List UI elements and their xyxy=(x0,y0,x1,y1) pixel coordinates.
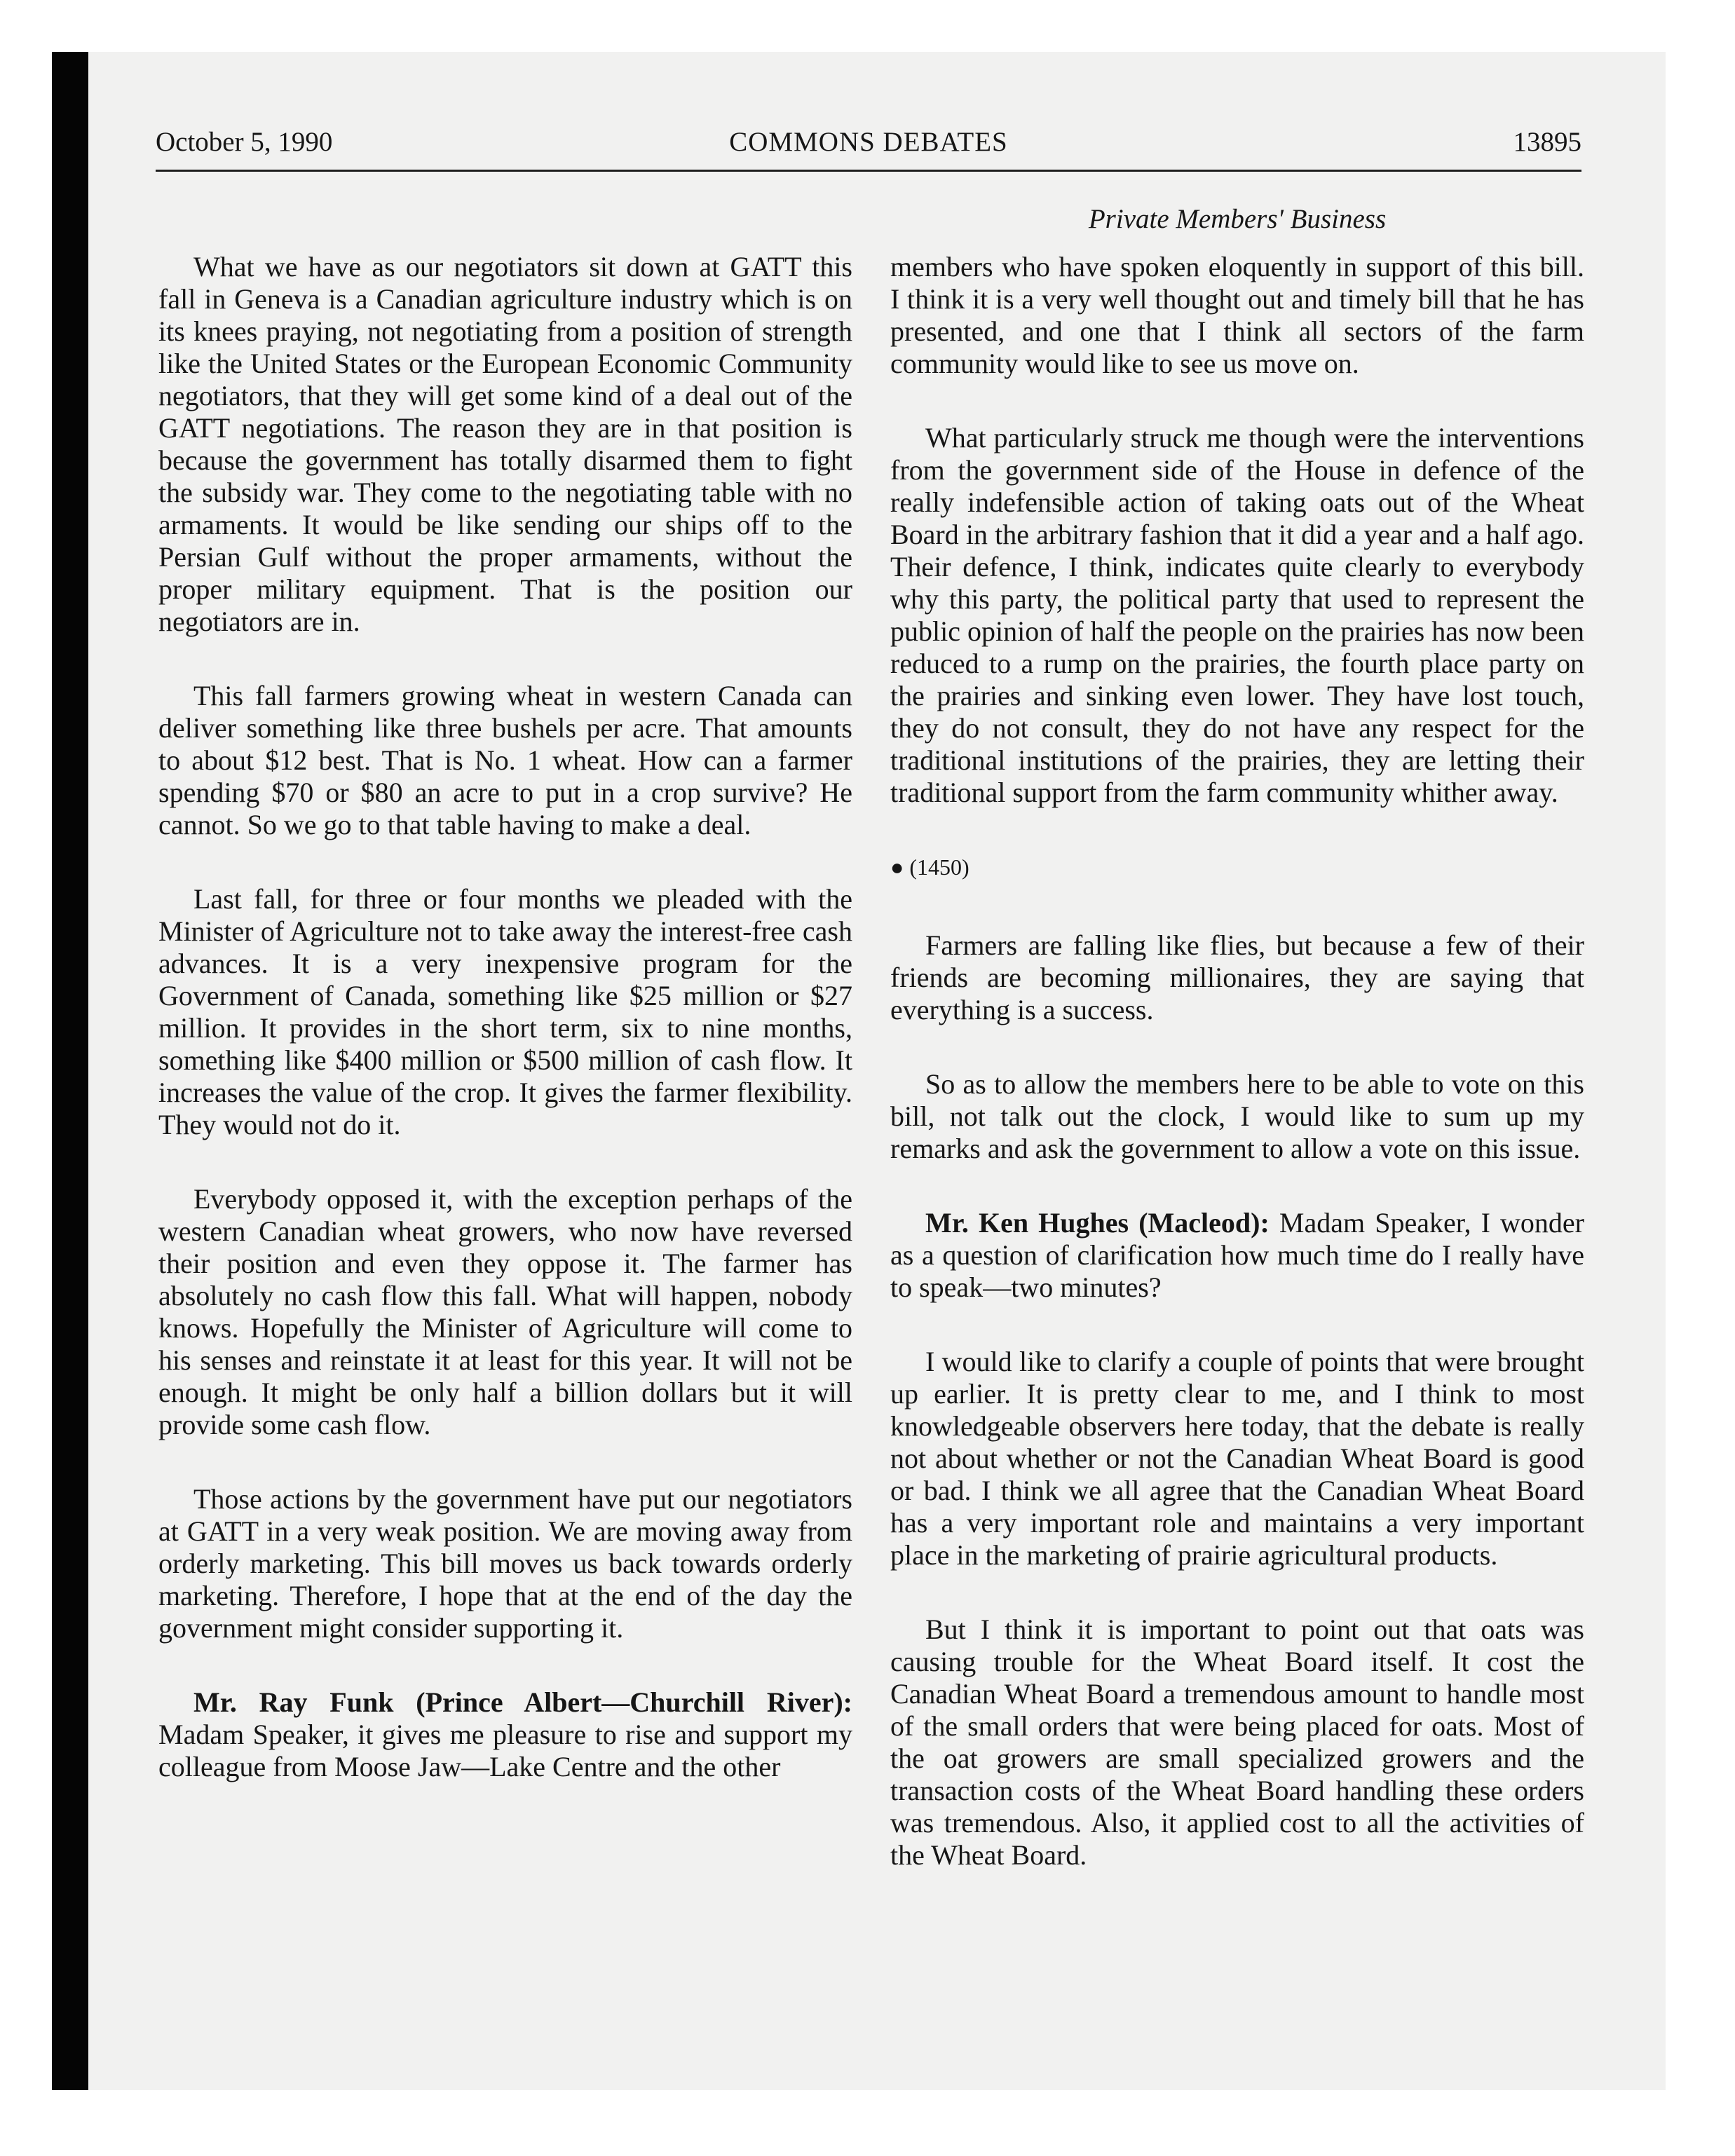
right-column xyxy=(890,251,1584,1913)
time-marker: ● (1450) xyxy=(890,854,969,880)
paragraph-farmers: Farmers are falling like flies, but because a few of their friends are becoming millionaires, they are saying that everything is a success. xyxy=(890,929,1584,1025)
paragraph-opposition: Everybody opposed it, with the exception perhaps of the western Canadian wheat growers, who now have reversed their position and even they oppose it. The farmer has absolutely no cash flow this fall. What will happen, nobody knows. Hopefully the Minister of Agriculture will come to his senses and reinstate it at least for this year. It will not be enough. It might be only half a billion dollars but it will provide some cash flow. xyxy=(158,1183,852,1440)
paragraph-oats-trouble: But I think it is important to point out that oats was causing trouble for the Wheat Board itself. It cost the Canadian Wheat Board a tremendous amount to handle most of the small orders that were being placed for oats. Most of the oat growers are small specialized growers and the transaction costs of the Wheat Board handling these orders was tremendous. Also, it applied cost to all the activities of the Wheat Board. xyxy=(890,1613,1584,1871)
header-date: October 5, 1990 xyxy=(156,127,333,157)
header-page-number: 13895 xyxy=(1513,127,1581,157)
speech-text: Madam Speaker, it gives me pleasure to rise and support my colleague from Moose Jaw—Lake Centre and the other xyxy=(158,1719,852,1782)
paragraph-cash-advances: Last fall, for three or four months we pleaded with the Minister of Agriculture not to take away the interest-free cash advances. It is a very inexpensive program for the Government of Canada, something like $25 million or $27 million. It provides in the short term, six to nine months, something like $400 million or $500 million of cash flow. It increases the value of the crop. It gives the farmer flexibility. They would not do it. xyxy=(158,883,852,1140)
header-publication-title: COMMONS DEBATES xyxy=(729,127,1008,157)
paragraph-interventions: What particularly struck me though were the interventions from the government side of the House in defence of the really indefensible action of taking oats out of the Wheat Board in the arbitrary fashion that it did a year and a half ago. Their defence, I think, indicates quite clearly to everybody why this party, the political party that used to represent the public opinion of half the people on the prairies has now been reduced to a rump on the prairies, the fourth place party on the prairies and sinking even lower. They have lost touch, they do not consult, they do not have any respect for the traditional institutions of the prairies, they are letting their traditional support from the farm community whither away. xyxy=(890,422,1584,808)
paragraph-gatt-negotiators: What we have as our negotiators sit down at GATT this fall in Geneva is a Canadian agriculture industry which is on its knees praying, not negotiating from a position of strength like the United States or the European Economic Community negotiators, that they will get some kind of a deal out of the GATT negotiations. The reason they are in that position is because the government has totally disarmed them to fight the subsidy war. They come to the negotiating table with no armaments. It would be like sending our ships off to the Persian Gulf without the proper armaments, without the proper military equipment. That is the position our negotiators are in. xyxy=(158,251,852,637)
paragraph-continuation: members who have spoken eloquently in support of this bill. I think it is a very well thought out and timely bill that he has presented, and one that I think all sectors of the farm community would like to see us move on. xyxy=(890,251,1584,379)
paragraph-wheat-prices: This fall farmers growing wheat in western Canada can deliver something like three bushels per acre. That amounts to about $12 best. That is No. 1 wheat. How can a farmer spending $70 or $80 an acre to put in a crop survive? He cannot. So we go to that table having to make a deal. xyxy=(158,680,852,840)
funk-speech xyxy=(158,1686,852,1783)
speaker-name: Mr. Ray Funk (Prince Albert—Churchill River): xyxy=(193,1686,852,1718)
paragraph-clarify: I would like to clarify a couple of points that were brought up earlier. It is pretty clear to me, and I think to most knowledgeable observers here today, that the debate is really not about whether or not the Canadian Wheat Board is good or bad. I think we all agree that the Canadian Wheat Board has a very important role and maintains a very important place in the marketing of prairie agricultural products. xyxy=(890,1346,1584,1571)
page-header xyxy=(156,125,1581,172)
scan-binding-edge xyxy=(52,52,88,2090)
paragraph-vote: So as to allow the members here to be able to vote on this bill, not talk out the clock, I would like to sum up my remarks and ask the government to allow a vote on this issue. xyxy=(890,1068,1584,1164)
speaker-name: Mr. Ken Hughes (Macleod): xyxy=(925,1207,1270,1239)
speech-text: Madam Speaker, I wonder as a question of clarification how much time do I really have to speak—two minutes? xyxy=(890,1207,1584,1303)
section-heading: Private Members' Business xyxy=(1088,204,1387,234)
paragraph-orderly-marketing: Those actions by the government have put our negotiators at GATT in a very weak position. We are moving away from orderly marketing. This bill moves us back towards orderly marketing. Therefore, I hope that at the end of the day the government might consider supporting it. xyxy=(158,1483,852,1644)
left-column xyxy=(158,251,852,1825)
hughes-speech xyxy=(890,1207,1584,1304)
